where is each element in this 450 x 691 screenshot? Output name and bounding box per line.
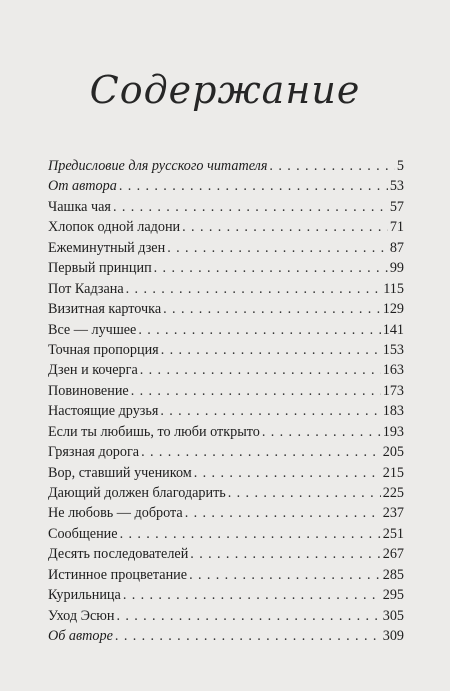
dot-leader [116,606,380,626]
toc-entry-title: Курильница [48,587,121,604]
toc-entry [48,401,404,421]
toc-entry [48,524,404,544]
toc-entry [48,238,404,258]
toc-entry-title: Если ты любишь, то люби открыто [48,423,260,440]
dot-leader [161,340,381,360]
toc-entry-title: Ежеминутный дзен [48,239,166,256]
dot-leader [269,156,394,176]
toc-entry-title: Первый принцип [48,260,152,277]
toc-entry [48,483,404,503]
toc-entry-page-number: 5 [396,158,404,174]
toc-entry [48,299,404,319]
toc-entry-title: Уход Эсюн [48,607,115,624]
toc-entry-page-number: 295 [382,587,404,604]
dot-leader [123,585,381,605]
toc-entry-page-number: 87 [389,239,404,256]
dot-leader [182,217,388,237]
toc-entry-title: Истинное процветание [48,566,188,583]
toc-entry-page-number: 173 [382,382,404,399]
dot-leader [138,320,380,340]
dot-leader [131,381,381,401]
dot-leader [185,503,381,523]
toc-entry-page-number: 129 [382,301,404,318]
toc-entry-page-number: 237 [382,505,404,522]
dot-leader [189,565,381,585]
toc-entry [48,463,404,483]
toc-entry [48,565,404,585]
toc-entry-page-number: 193 [382,423,404,440]
dot-leader [262,422,381,442]
toc-entry [48,544,404,564]
toc-entry [48,360,404,380]
dot-leader [163,299,381,319]
dot-leader [140,360,381,380]
toc-entry-title: Вор, ставший учеником [48,464,192,481]
toc-entry-title: От автора [48,178,117,195]
toc-entry [48,422,404,442]
toc-entry-page-number: 53 [389,178,404,195]
toc-entry-title: Десять последователей [48,546,189,563]
page-title: Содержание [89,68,361,112]
toc-entry-page-number: 285 [382,566,404,583]
toc-entry [48,197,404,217]
toc-entry [48,442,404,462]
toc-entry-page-number: 57 [389,198,404,215]
toc-entry [48,606,404,626]
toc-entry [48,585,404,605]
toc-entry-page-number: 267 [382,546,404,563]
toc-entry-title: Грязная дорога [48,444,140,461]
dot-leader [154,258,388,278]
toc-entry-page-number: 115 [383,280,404,297]
toc-entry-page-number: 215 [382,464,404,481]
toc-entry-page-number: 163 [382,362,404,379]
dot-leader [113,197,388,217]
toc-entry-title: Не любовь — доброта [48,505,183,522]
toc-entry-title: Пот Кадзана [48,280,124,297]
toc-entry-title: Настоящие друзья [48,403,159,420]
dot-leader [160,401,380,421]
dot-leader [115,626,381,646]
dot-leader [120,524,381,544]
toc-entry-title: Повиновение [48,382,129,399]
dot-leader [190,544,380,564]
dot-leader [126,279,382,299]
toc-entry-page-number: 153 [382,341,404,358]
toc-entry-page-number: 183 [382,403,404,420]
toc-entry-title: Сообщение [48,525,118,542]
toc-entry [48,381,404,401]
toc-entry-title: Дзен и кочерга [48,362,138,379]
toc-entry [48,279,404,299]
toc-entry [48,340,404,360]
dot-leader [194,463,381,483]
toc-entry [48,258,404,278]
toc-entry-page-number: 305 [382,607,404,624]
toc-entry-title: Предисловие для русского читателя [48,158,268,174]
dot-leader [141,442,381,462]
toc-entry-page-number: 251 [382,525,404,542]
toc-entry-page-number: 141 [382,321,404,338]
toc-entry-page-number: 99 [389,260,404,277]
toc-entry [48,626,404,646]
toc-entry [48,176,404,196]
table-of-contents [48,156,404,647]
toc-entry-title: Хлопок одной ладони [48,219,181,236]
toc-entry-title: Визитная карточка [48,301,162,318]
toc-entry [48,320,404,340]
toc-entry-page-number: 309 [382,628,404,645]
toc-entry-page-number: 205 [382,444,404,461]
toc-entry [48,503,404,523]
toc-entry-page-number: 71 [389,219,404,236]
toc-entry-page-number: 225 [382,485,404,501]
toc-entry-title: Чашка чая [48,198,111,215]
toc-entry [48,156,404,176]
toc-entry-title: Дающий должен благодарить [48,485,226,501]
dot-leader [119,176,388,196]
dot-leader [228,483,381,503]
toc-entry-title: Все — лучшее [48,321,137,338]
toc-entry-title: Точная пропорция [48,341,159,358]
toc-entry-title: Об авторе [48,628,113,645]
dot-leader [167,238,388,258]
toc-entry [48,217,404,237]
